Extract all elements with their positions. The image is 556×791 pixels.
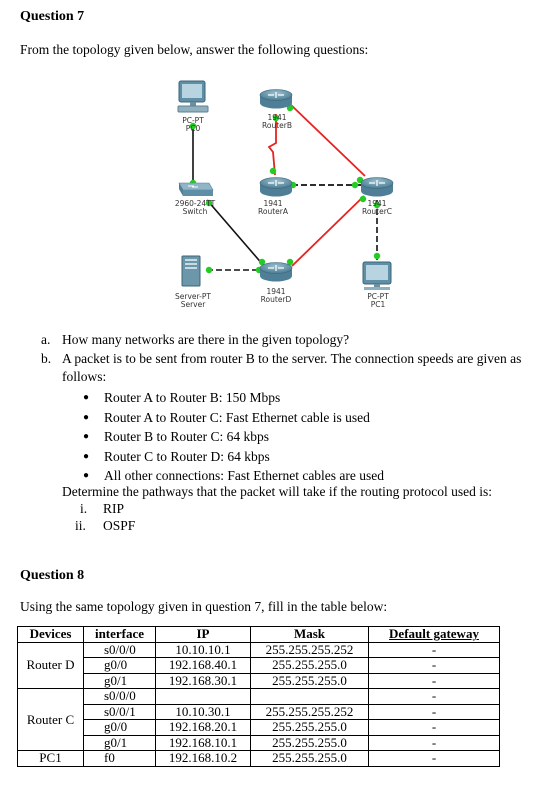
gateway-cell[interactable]: - [369, 751, 500, 767]
gateway-cell[interactable]: - [369, 658, 500, 674]
mask-cell[interactable]: 255.255.255.0 [251, 673, 369, 689]
mask-cell[interactable] [251, 689, 369, 705]
interface-cell: g0/1 [84, 673, 156, 689]
routerC-name-label: RouterC [361, 207, 393, 216]
question-7-title: Question 7 [20, 9, 85, 24]
routerD-icon[interactable] [260, 263, 292, 305]
routerA-icon[interactable] [258, 178, 292, 217]
protocol-rip: RIP [103, 501, 125, 516]
question-7-intro: From the topology given below, answer the following questions: [20, 42, 369, 57]
mask-cell[interactable]: 255.255.255.0 [251, 658, 369, 674]
header-ip: IP [156, 627, 251, 643]
question-8-title: Question 8 [20, 568, 85, 583]
mask-cell[interactable]: 255.255.255.252 [251, 642, 369, 658]
pc0-icon[interactable] [178, 81, 208, 133]
mask-cell[interactable]: 255.255.255.252 [251, 704, 369, 720]
list-item: ● Router B to Router C: 64 kbps [104, 427, 384, 447]
switch-icon[interactable] [175, 183, 216, 216]
server-type-label: Server-PT [175, 292, 211, 301]
header-interface: interface [84, 627, 156, 643]
pc0-type-label: PC-PT [182, 116, 204, 125]
routerD-type-label: 1941 [266, 287, 286, 296]
protocol-ospf: OSPF [103, 518, 136, 533]
question-8-intro: Using the same topology given in question 7, fill in the table below: [20, 599, 388, 614]
list-item: ● Router A to Router B: 150 Mbps [104, 388, 384, 408]
device-cell: Router C [18, 689, 84, 751]
routerB-type-label: 1941 [267, 113, 287, 122]
routerD-name-label: RouterD [260, 295, 292, 304]
server-icon[interactable] [175, 256, 211, 309]
table-row [18, 751, 500, 767]
ip-cell[interactable]: 192.168.30.1 [156, 673, 251, 689]
interface-cell: f0 [84, 751, 156, 767]
interface-cell: s0/0/1 [84, 704, 156, 720]
pc1-name-label: PC1 [370, 300, 386, 309]
connection-speed-list [104, 388, 384, 486]
ip-cell[interactable]: 192.168.20.1 [156, 720, 251, 736]
interface-cell: g0/0 [84, 720, 156, 736]
determine-text: Determine the pathways that the packet will take if the routing protocol used is: [62, 484, 493, 499]
link-switch-routerD [207, 200, 264, 266]
header-devices: Devices [18, 627, 84, 643]
ip-cell[interactable]: 10.10.10.1 [156, 642, 251, 658]
ip-configuration-table [17, 626, 500, 767]
routerC-icon[interactable] [361, 178, 393, 217]
table-row [18, 689, 500, 705]
protocol-marker-i: i. [80, 501, 88, 516]
ip-cell[interactable]: 192.168.40.1 [156, 658, 251, 674]
question-b-marker: b. [41, 351, 52, 366]
interface-cell: s0/0/0 [84, 689, 156, 705]
switch-name-label: Switch [182, 207, 208, 216]
table-header-row [18, 627, 500, 643]
gateway-cell[interactable]: - [369, 704, 500, 720]
pc1-icon[interactable] [363, 262, 391, 309]
list-item: ● All other connections: Fast Ethernet cables are used [104, 466, 384, 486]
pc0-name-label: PC0 [185, 124, 201, 133]
gateway-cell[interactable]: - [369, 720, 500, 736]
question-b-text-line2: follows: [62, 369, 107, 384]
ip-cell[interactable] [156, 689, 251, 705]
question-a-text: How many networks are there in the given topology? [62, 332, 350, 347]
header-default-gateway: Default gateway [369, 627, 500, 643]
table-row [18, 720, 500, 736]
interface-cell: s0/0/0 [84, 642, 156, 658]
gateway-cell[interactable]: - [369, 673, 500, 689]
list-item: ● Router C to Router D: 64 kbps [104, 447, 384, 467]
question-b-text-line1: A packet is to be sent from router B to the server. The connection speeds are given as [62, 351, 522, 366]
table-row [18, 704, 500, 720]
interface-cell: g0/1 [84, 735, 156, 751]
link-routerB-routerC [290, 104, 365, 176]
list-item: ● Router A to Router C: Fast Ethernet cable is used [104, 408, 384, 428]
routerA-type-label: 1941 [263, 199, 283, 208]
table-row [18, 735, 500, 751]
network-topology-diagram [0, 0, 556, 330]
pc1-type-label: PC-PT [367, 292, 389, 301]
device-cell: PC1 [18, 751, 84, 767]
ip-cell[interactable]: 192.168.10.1 [156, 735, 251, 751]
server-name-label: Server [180, 300, 206, 309]
gateway-cell[interactable]: - [369, 642, 500, 658]
routerC-type-label: 1941 [367, 199, 387, 208]
routerB-name-label: RouterB [262, 121, 292, 130]
table-row [18, 642, 500, 658]
interface-cell: g0/0 [84, 658, 156, 674]
question-a-marker: a. [41, 332, 51, 347]
gateway-cell[interactable]: - [369, 689, 500, 705]
mask-cell[interactable]: 255.255.255.0 [251, 720, 369, 736]
device-cell: Router D [18, 642, 84, 689]
gateway-cell[interactable]: - [369, 735, 500, 751]
ip-cell[interactable]: 10.10.30.1 [156, 704, 251, 720]
header-mask: Mask [251, 627, 369, 643]
routerA-name-label: RouterA [258, 207, 288, 216]
routerB-icon[interactable] [260, 90, 292, 131]
mask-cell[interactable]: 255.255.255.0 [251, 751, 369, 767]
table-row [18, 673, 500, 689]
mask-cell[interactable]: 255.255.255.0 [251, 735, 369, 751]
table-row [18, 658, 500, 674]
link-routerC-routerD [292, 196, 364, 266]
protocol-marker-ii: ii. [75, 518, 86, 533]
ip-cell[interactable]: 192.168.10.2 [156, 751, 251, 767]
switch-type-label: 2960-24TT [174, 199, 216, 208]
